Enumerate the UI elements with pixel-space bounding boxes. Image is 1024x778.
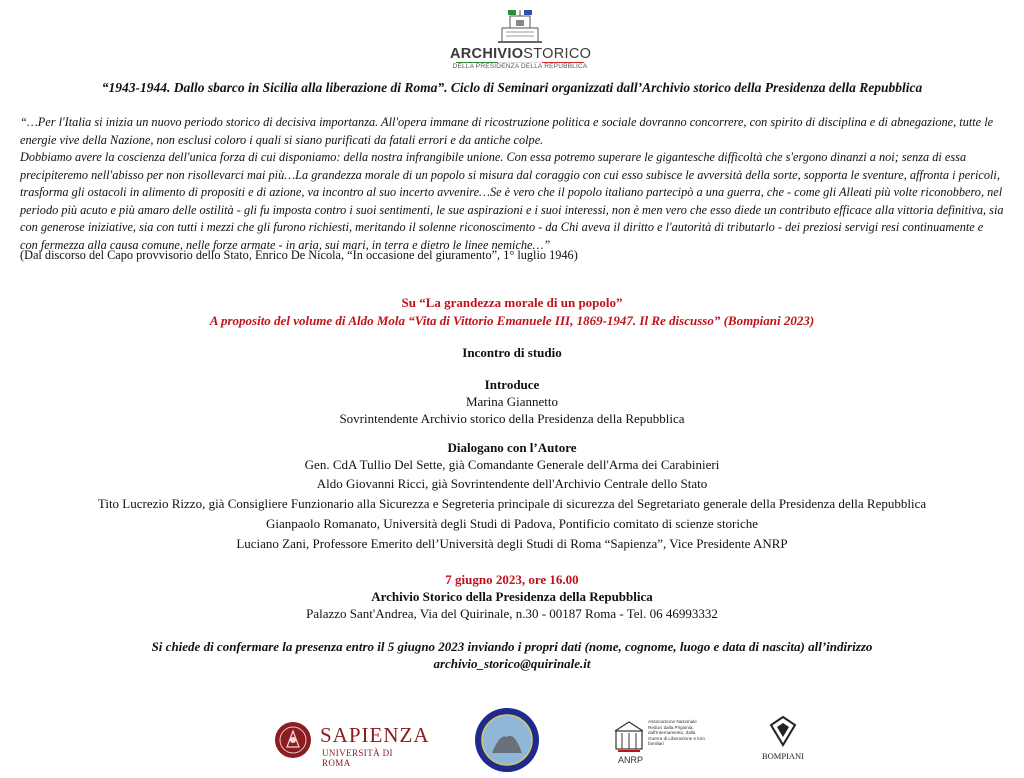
series-title: “1943-1944. Dallo sbarco in Sicilia alla liberazione di Roma”. Ciclo di Seminari organizzati dall’Archivio storico della Presidenza della Repubblica [101, 80, 923, 95]
event-type: Incontro di studio [462, 345, 562, 360]
event-date: 7 giugno 2023, ore 16.00 [445, 572, 579, 587]
speaker-4: Gianpaolo Romanato, Università degli Studi di Padova, Pontificio comitato di scienze storiche [265, 516, 759, 531]
rsvp-email[interactable]: archivio_storico@quirinale.it [433, 656, 591, 671]
speaker-3: Tito Lucrezio Rizzo, già Consigliere Funzionario alla Sicurezza e Segreteria principale di sicurezza del Segretariato generale della Presidenza della Repubblica [97, 496, 927, 511]
quote-paragraph-1: “…Per l'Italia si inizia un nuovo periodo storico di decisiva importanza. All'opera immane di ricostruzione politica e sociale dovranno concorrere, con spirito di disciplina e di abnegazione, tutte le energie vive della Nazione, non esclusi coloro i quali si siano purificati da fatali errori e da antiche colpe. [20, 115, 994, 147]
event-address: Palazzo Sant'Andrea, Via del Quirinale, n.30 - 00187 Roma - Tel. 06 46993332 [306, 606, 718, 621]
dialogue-label: Dialogano con l’Autore [447, 440, 577, 455]
event-venue: Archivio Storico della Presidenza della Repubblica [371, 589, 653, 604]
sapienza-subtitle: UNIVERSITÀ DI ROMA [322, 748, 393, 768]
anrp-label: ANRP [618, 755, 644, 765]
sapienza-name: SAPIENZA [320, 723, 430, 747]
quote-block [20, 114, 1004, 254]
event-title: Su “La grandezza morale di un popolo” [401, 295, 623, 310]
speaker-5: Luciano Zani, Professore Emerito dell’Università degli Studi di Roma “Sapienza”, Vice Presidente ANRP [236, 536, 788, 551]
logo-brand: ARCHIVIOSTORICO [450, 46, 592, 62]
anrp-logo [614, 715, 714, 773]
quote-source: (Dal discorso del Capo provvisorio dello Stato, Enrico De Nicola, “In occasione del giuramento”, 1° luglio 1946) [20, 248, 578, 262]
anrp-building-icon [614, 719, 644, 753]
introduce-label: Introduce [484, 377, 540, 392]
commemorative-emblem-icon [474, 707, 540, 773]
bompiani-label: BOMPIANI [761, 751, 805, 761]
sapienza-logo [274, 719, 430, 768]
logo-subtitle: DELLA PRESIDENZA DELLA REPUBBLICA [452, 63, 588, 70]
bompiani-logo [758, 715, 808, 771]
introducer-name: Marina Giannetto [465, 394, 559, 409]
speaker-1: Gen. CdA Tullio Del Sette, già Comandante Generale dell'Arma dei Carabinieri [304, 457, 720, 472]
sapienza-seal-icon [274, 721, 312, 759]
anrp-text: Associazione Nazionale Reduci dalla Prigionia, dall'Internamento, dalla Guerra di Liberazione e loro familiari [648, 719, 705, 747]
rsvp-text: Si chiede di confermare la presenza entro il 5 giugno 2023 inviando i propri dati (nome, cognome, luogo e data di nascita) all’indirizzo [151, 639, 873, 654]
introducer-role: Sovrintendente Archivio storico della Presidenza della Repubblica [339, 411, 685, 426]
event-subtitle: A proposito del volume di Aldo Mola “Vita di Vittorio Emanuele III, 1869-1947. Il Re discusso” (Bompiani 2023) [209, 313, 815, 328]
bompiani-emblem-icon [769, 715, 797, 747]
quirinale-building-icon [450, 8, 590, 46]
quote-paragraph-2: Dobbiamo avere la coscienza dell'unica forza di cui disponiamo: della nostra infrangibile unione. Con essa potremo superare le gigantesche difficoltà che s'ergono dinanzi a noi; senza di essa precipiteremo nell'abisso per non risollevarci mai più…La grandezza morale di un popolo si misura dal coraggio con cui esso subisce le avversità della sorte, sopporta le sventure, affronta i pericoli, trasforma gli ostacoli in alimento di propositi e di azione, va incontro al suo incerto avvenire…Se è vero che il popolo italiano partecipò a una guerra, che - come gli Alleati più volte riconobbero, nel periodo più acuto e più amaro delle ostilità - gli fu imposta contro i suoi sentimenti, le sue aspirazioni e i suoi interessi, non è men vero che esso diede un contributo efficace alla vittoria definitiva, sia con generose iniziative, sia con tutti i mezzi che gli furono richiesti, meritando il solenne riconoscimento - da Chi aveva il diritto e l'autorità di tributarlo - dei preziosi servigi resi continuamente e con fermezza alla causa comune, nelle forze armate - in aria, sui mari, in terra e dietro le linee nemiche…” [20, 150, 1004, 252]
sponsor-logos [0, 705, 1024, 775]
speaker-2: Aldo Giovanni Ricci, già Sovrintendente dell'Archivio Centrale dello Stato [316, 476, 708, 491]
archivio-storico-logo [450, 8, 590, 72]
